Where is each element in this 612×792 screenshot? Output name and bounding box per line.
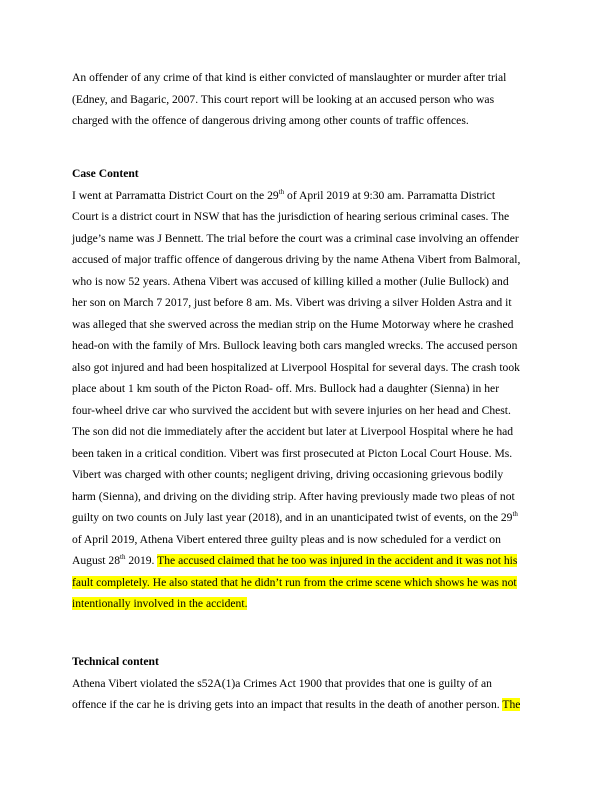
case-line: who is now 52 years. Athena Vibert was accused of killing killed a mother (Julie Bullock) and (72, 274, 509, 288)
intro-line: An offender of any crime of that kind is either convicted of manslaughter or murder after trial (72, 71, 507, 84)
case-line (72, 572, 540, 594)
case-line: guilty on two counts on July last year (2018), and in an unanticipated twist of events, on the 29th (72, 510, 518, 524)
case-line: August 28th 2019. The accused claimed that he too was injured in the accident and it was not his (72, 553, 518, 567)
case-line: harm (Sienna), and driving on the dividing strip. After having previously made two pleas of not (72, 489, 515, 503)
case-line: head-on with the family of Mrs. Bullock leaving both cars mangled wrecks. The accused person (72, 339, 518, 352)
technical-content-section (72, 651, 540, 716)
case-line (72, 593, 540, 615)
case-line: her son on March 7 2017, just before 8 am. Ms. Vibert was driving a silver Holden Astra and it (72, 296, 512, 309)
case-line: of April 2019, Athena Vibert entered three guilty pleas and is now scheduled for a verdict on (72, 532, 501, 546)
case-content-heading: Case Content (72, 167, 139, 180)
highlighted-text: fault completely. He also stated that he didn’t run from the crime scene which shows he was not (72, 575, 517, 589)
case-line: The son did not die immediately after the accident but later at Liverpool Hospital where he had (72, 425, 514, 438)
intro-paragraph (72, 67, 540, 132)
case-line: was alleged that she swerved across the median strip on the Hume Motorway where he crashed (72, 317, 514, 331)
case-content-section (72, 163, 540, 615)
case-line: I went at Parramatta District Court on the 29th of April 2019 at 9:30 am. Parramatta District (72, 187, 496, 202)
technical-content-heading: Technical content (72, 655, 159, 668)
highlighted-text: The (502, 698, 521, 711)
intro-line: charged with the offence of dangerous driving among other counts of traffic offences. (72, 114, 469, 127)
highlighted-text: intentionally involved in the accident. (72, 597, 248, 610)
case-line: four-wheel drive car who survived the accident but with severe injuries on her head and Chest. (72, 403, 511, 417)
intro-line: (Edney, and Bagaric, 2007. This court report will be looking at an accused person who was (72, 92, 495, 106)
highlighted-text: The accused claimed that he too was injured in the accident and it was not his (157, 554, 518, 567)
case-line: been taken in a critical condition. Vibert was first prosecuted at Picton Local Court House. Ms. (72, 446, 513, 460)
case-line: Court is a district court in NSW that has the jurisdiction of hearing serious criminal cases. The (72, 210, 510, 223)
technical-line: offence if the car he is driving gets into an impact that results in the death of another person. The (72, 698, 521, 711)
case-line: place about 1 km south of the Picton Road- off. Mrs. Bullock had a daughter (Sienna) in her (72, 382, 500, 395)
technical-line: Athena Vibert violated the s52A(1)a Crimes Act 1900 that provides that one is guilty of an (72, 676, 492, 690)
case-line: judge’s name was J Bennett. The trial before the court was a criminal case involving an offender (72, 231, 519, 245)
case-line: Vibert was charged with other counts; negligent driving, driving occasioning grievous bodily (72, 468, 504, 481)
case-line: accused of major traffic offence of dangerous driving by the name Athena Vibert from Balmoral, (72, 253, 521, 266)
case-line: also got injured and had been hospitalized at Liverpool Hospital for several days. The crash took (72, 360, 520, 374)
